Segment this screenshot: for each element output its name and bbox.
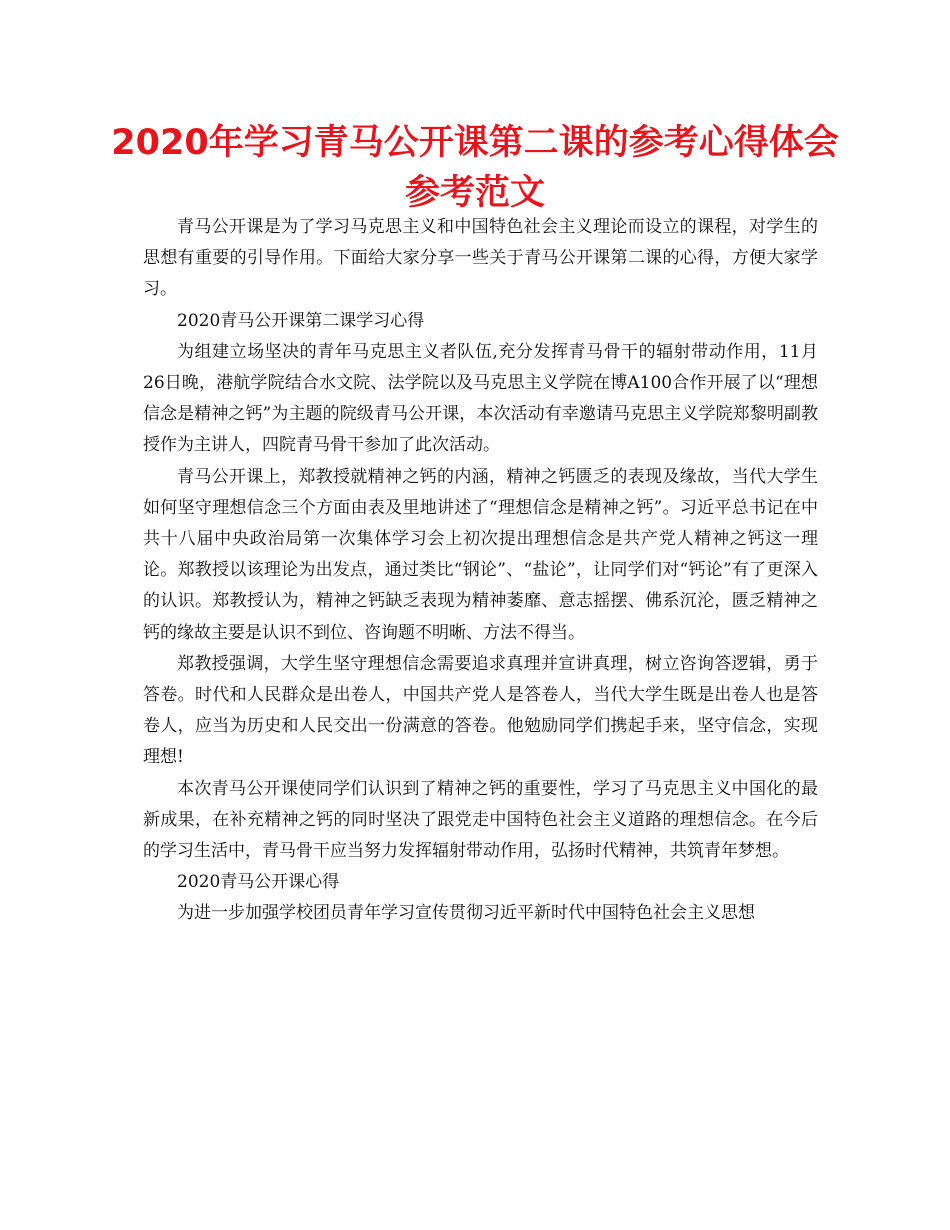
paragraph-event: 为组建立场坚决的青年马克思主义者队伍,充分发挥青马骨干的辐射带动作用，11月26日晚，港航学院结合水文院、法学院以及马克思主义学院在博A100合作开展了以“理想信念是精神之钙”为主题的院级青马公开课，本次活动有幸邀请马克思主义学院郑黎明副教授作为主讲人，四院青马骨干参加了此次活动。	[143, 341, 818, 456]
paragraph-summary: 本次青马公开课使同学们认识到了精神之钙的重要性，学习了马克思主义中国化的最新成果，在补充精神之钙的同时坚决了跟党走中国特色社会主义道路的理想信念。在今后的学习生活中，青马骨干应当努力发挥辐射带动作用，弘扬时代精神，共筑青年梦想。	[143, 778, 818, 862]
paragraph-emphasis: 郑教授强调，大学生坚守理想信念需要追求真理并宣讲真理，树立咨询答逻辑，勇于答卷。时代和人民群众是出卷人，中国共产党人是答卷人，当代大学生既是出卷人也是答卷人，应当为历史和人民交出一份满意的答卷。他勉励同学们携起手来，坚守信念，实现理想!	[143, 653, 818, 768]
section-heading-1: 2020青马公开课第二课学习心得	[177, 310, 425, 331]
document-body	[143, 212, 818, 930]
section-heading-2: 2020青马公开课心得	[177, 872, 340, 893]
paragraph-continuation: 为进一步加强学校团员青年学习宣传贯彻习近平新时代中国特色社会主义思想	[177, 903, 755, 924]
document-title: 2020年学习青马公开课第二课的参考心得体会参考范文	[111, 123, 839, 213]
paragraph-intro: 青马公开课是为了学习马克思主义和中国特色社会主义理论而设立的课程，对学生的思想有重要的引导作用。下面给大家分享一些关于青马公开课第二课的心得，方便大家学习。	[143, 217, 818, 300]
paragraph-lecture: 青马公开课上，郑教授就精神之钙的内涵，精神之钙匮乏的表现及缘故，当代大学生如何坚守理想信念三个方面由表及里地讲述了“理想信念是精神之钙”。习近平总书记在中共十八届中央政治局第一次集体学习会上初次提出理想信念是共产党人精神之钙这一理论。郑教授以该理论为出发点，通过类比“钢论”、“盐论”，让同学们对“钙论”有了更深入的认识。郑教授认为，精神之钙缺乏表现为精神萎靡、意志摇摆、佛系沉沦，匮乏精神之钙的缘故主要是认识不到位、咨询题不明晰、方法不得当。	[143, 466, 818, 643]
